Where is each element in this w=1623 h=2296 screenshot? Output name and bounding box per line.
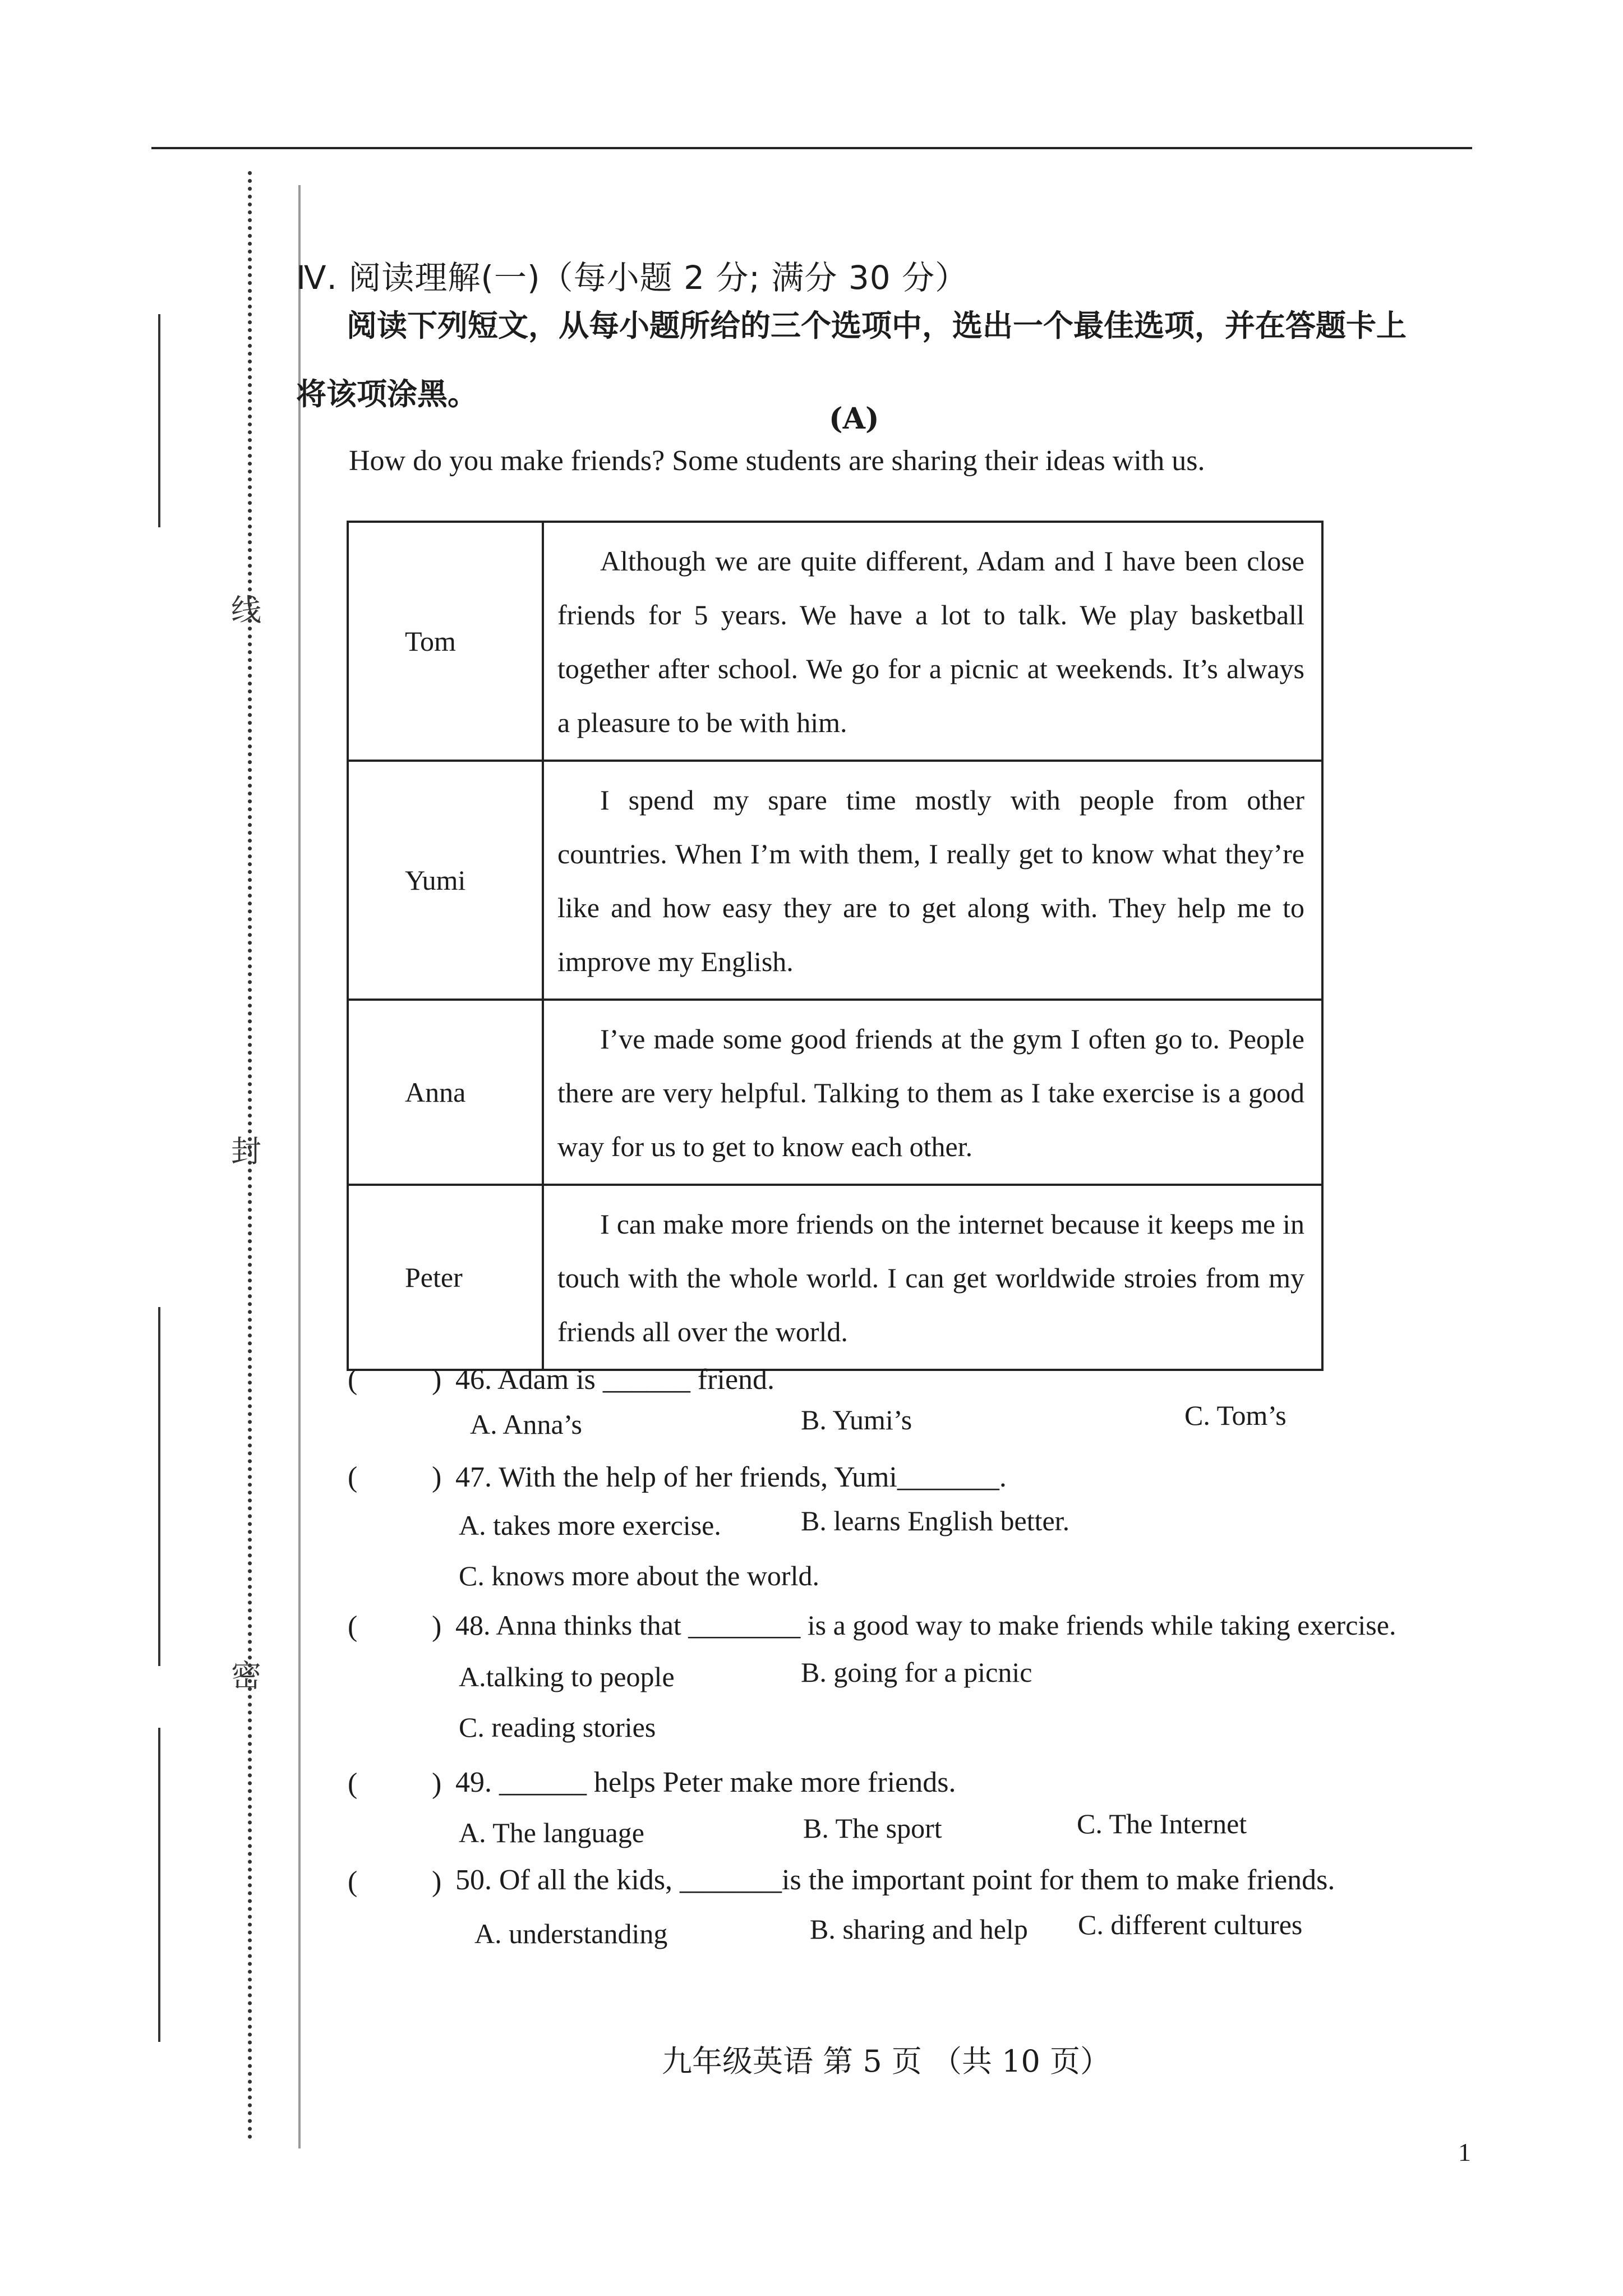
table-row (348, 522, 1322, 761)
question-stem: 49. ______ helps Peter make more friends. (455, 1766, 956, 1798)
answer-paren-close: ) (432, 1866, 442, 1898)
table-row (348, 761, 1322, 1000)
student-idea: I’ve made some good friends at the gym I often go to. People there are very helpful. Talking to them as I take exercise is a good way for us to get to know each other. (543, 1000, 1322, 1185)
student-idea: Although we are quite different, Adam and I have been close friends for 5 years. We have a lot to talk. We play basketball together after school. We go for a picnic at weekends. It’s always a pleasure to be with him. (543, 522, 1322, 761)
student-name: Anna (348, 1000, 543, 1185)
margin-label-xian: 线 (231, 592, 261, 628)
page-footer: 九年级英语 第 5 页 （共 10 页） (662, 2044, 1111, 2079)
student-idea: I spend my spare time mostly with people from other countries. When I’m with them, I really get to know what they’re like and how easy they are to get along with. They help me to improve my English. (543, 761, 1322, 1000)
answer-paren-open: ( (348, 1611, 358, 1642)
answer-paren-open: ( (348, 1461, 358, 1493)
answer-paren-close: ) (432, 1364, 442, 1396)
answer-paren-close: ) (432, 1768, 442, 1800)
option-b: B. sharing and help (810, 1913, 1028, 1945)
option-a: A. The language (459, 1817, 644, 1848)
option-a: A. understanding (474, 1918, 668, 1949)
margin-solid-line-top (158, 314, 160, 527)
section-title: Ⅳ. 阅读理解(一)（每小题 2 分; 满分 30 分） (296, 259, 969, 297)
friends-table (347, 521, 1324, 1371)
question-stem: 48. Anna thinks that ________ is a good way to make friends while taking exercise. (455, 1609, 1396, 1641)
option-b: B. learns English better. (801, 1505, 1070, 1536)
option-c: C. Tom’s (1184, 1400, 1287, 1431)
option-c: C. reading stories (459, 1711, 656, 1743)
page-number: 1 (1458, 2138, 1471, 2166)
margin-solid-line-middle (158, 1307, 160, 1666)
student-idea: I can make more friends on the internet because it keeps me in touch with the whole world. I can get worldwide stroies from my friends all over the world. (543, 1185, 1322, 1370)
answer-paren-open: ( (348, 1364, 358, 1396)
student-name: Peter (348, 1185, 543, 1370)
student-name: Yumi (348, 761, 543, 1000)
option-a: A.talking to people (459, 1661, 675, 1692)
answer-paren-close: ) (432, 1611, 442, 1642)
answer-paren-open: ( (348, 1866, 358, 1898)
option-b: B. The sport (803, 1812, 942, 1844)
answer-paren-open: ( (348, 1768, 358, 1800)
table-row (348, 1000, 1322, 1185)
question-stem: 46. Adam is ______ friend. (455, 1364, 775, 1396)
option-b: B. Yumi’s (801, 1404, 912, 1435)
margin-label-mi: 密 (231, 1658, 261, 1694)
passage-label: (A) (829, 402, 879, 436)
top-rule (151, 147, 1472, 149)
passage-intro: How do you make friends? Some students are sharing their ideas with us. (349, 445, 1205, 477)
option-b: B. going for a picnic (801, 1657, 1032, 1688)
option-a: A. Anna’s (470, 1409, 582, 1440)
answer-paren-close: ) (432, 1461, 442, 1493)
page-fold-shadow (298, 185, 301, 2148)
student-name: Tom (348, 522, 543, 761)
margin-solid-line-bottom (158, 1728, 160, 2042)
margin-label-feng: 封 (231, 1134, 261, 1169)
question-stem: 47. With the help of her friends, Yumi_______. (455, 1461, 1007, 1493)
option-c: C. The Internet (1077, 1808, 1247, 1839)
option-c: C. different cultures (1078, 1909, 1303, 1940)
option-a: A. takes more exercise. (459, 1510, 721, 1541)
table-row (348, 1185, 1322, 1370)
section-instructions: 阅读下列短文，从每小题所给的三个选项中，选出一个最佳选项，并在答题卡上将该项涂黑。 (296, 308, 1407, 412)
option-c: C. knows more about the world. (459, 1560, 819, 1591)
question-stem: 50. Of all the kids, _______is the important point for them to make friends. (455, 1864, 1335, 1896)
